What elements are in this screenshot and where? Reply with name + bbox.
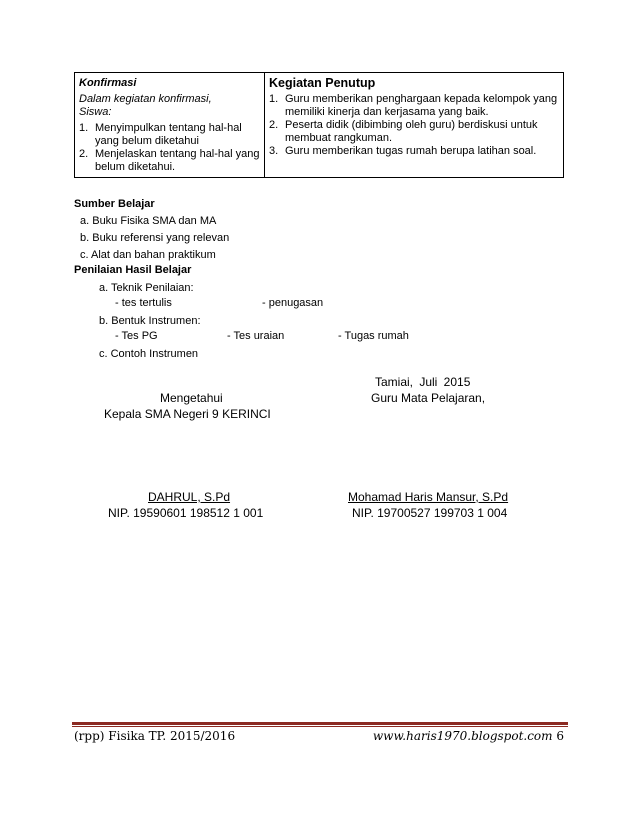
bentuk-item: - Tugas rumah xyxy=(338,330,409,342)
konfirmasi-intro: Dalam kegiatan konfirmasi, Siswa: xyxy=(79,93,212,118)
contoh-label: c. Contoh Instrumen xyxy=(99,348,199,360)
sumber-title: Sumber Belajar xyxy=(74,198,155,210)
signer-left-org: Kepala SMA Negeri 9 KERINCI xyxy=(104,407,271,421)
signer-left-name: DAHRUL, S.Pd xyxy=(148,490,231,504)
place-date: Tamiai, Juli 2015 xyxy=(375,375,471,389)
signer-left-role: Mengetahui xyxy=(160,391,223,405)
list-item-number: 2. xyxy=(79,148,89,160)
list-item-text: Guru memberikan tugas rumah berupa latihan soal. xyxy=(285,145,537,157)
konfirmasi-cell xyxy=(75,73,265,178)
list-item xyxy=(269,119,559,145)
sumber-item: a. Buku Fisika SMA dan MA xyxy=(80,215,217,227)
list-item-text: Peserta didik (dibimbing oleh guru) berdiskusi untuk membuat rangkuman. xyxy=(285,119,538,144)
penutup-heading: Kegiatan Penutup xyxy=(269,76,376,90)
list-item-number: 3. xyxy=(269,145,279,157)
penutup-list xyxy=(269,93,559,158)
list-item-text: Guru memberikan penghargaan kepada kelompok yang memiliki kinerja dan kerjasama yang baik. xyxy=(285,93,558,118)
list-item xyxy=(79,148,260,174)
bentuk-item: - Tes uraian xyxy=(227,330,285,342)
list-item-number: 1. xyxy=(269,93,279,105)
footer-right xyxy=(373,729,564,743)
list-item-text: Menjelaskan tentang hal-hal yang belum diketahui. xyxy=(95,148,260,173)
footer-left: (rpp) Fisika TP. 2015/2016 xyxy=(74,729,236,743)
footer-rule-thin xyxy=(72,726,568,727)
sumber-item: c. Alat dan bahan praktikum xyxy=(80,249,216,261)
list-item-number: 1. xyxy=(79,122,89,134)
bentuk-item: - Tes PG xyxy=(115,330,158,342)
teknik-item: - penugasan xyxy=(262,297,324,309)
penutup-cell xyxy=(265,73,564,178)
sumber-item: b. Buku referensi yang relevan xyxy=(80,232,230,244)
list-item-text: Menyimpulkan tentang hal-hal yang belum diketahui xyxy=(95,122,242,147)
list-item xyxy=(79,122,260,148)
signer-right-nip: NIP. 19700527 199703 1 004 xyxy=(352,506,508,520)
teknik-label: a. Teknik Penilaian: xyxy=(99,282,194,294)
list-item xyxy=(269,145,559,158)
signer-right-name: Mohamad Haris Mansur, S.Pd xyxy=(348,490,509,504)
konfirmasi-list xyxy=(79,122,260,174)
list-item xyxy=(269,93,559,119)
footer-url: www.haris1970.blogspot.com xyxy=(372,729,553,743)
signer-left-nip: NIP. 19590601 198512 1 001 xyxy=(108,506,264,520)
konfirmasi-heading: Konfirmasi xyxy=(79,77,137,89)
activity-table xyxy=(74,72,564,178)
footer-rule xyxy=(72,722,568,725)
list-item-number: 2. xyxy=(269,119,279,131)
signer-right-role: Guru Mata Pelajaran, xyxy=(371,391,486,405)
bentuk-label: b. Bentuk Instrumen: xyxy=(99,315,201,327)
page-number: 6 xyxy=(556,729,564,743)
teknik-item: - tes tertulis xyxy=(115,297,172,309)
penilaian-title: Penilaian Hasil Belajar xyxy=(74,264,192,276)
